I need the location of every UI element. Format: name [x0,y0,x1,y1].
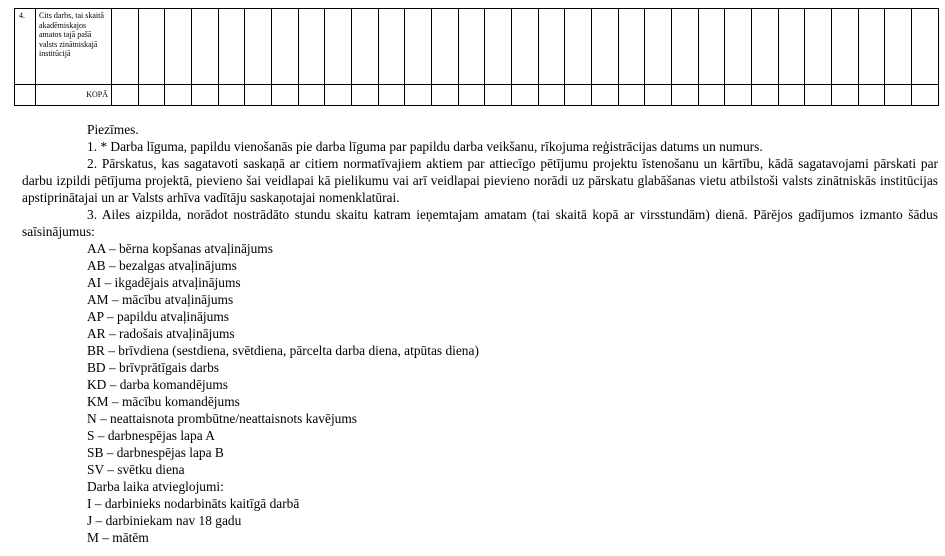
total-day-cell [832,85,859,106]
abbreviation-item: KM – mācību komandējums [87,394,240,409]
day-cell [832,9,859,85]
day-cell [245,9,272,85]
abbreviation-item: S – darbnespējas lapa A [87,428,215,443]
day-cell [432,9,459,85]
note-2: 2. Pārskatus, kas sagatavoti saskaņā ar citiem normatīvajiem aktiem par attiecīgo pētījumu projektu īstenošanu un kārtību, kādā sagatavojami pārskati par darbu izpildi pētījuma projektā, pievieno šai veidlapai kā pielikumu vai arī veidlapai pievieno norādi uz pārskatu glabāšanas vietu atbilstoši valsts zinātniskās institūcijas apstiprinātajai un ar Valsts arhīva vadītāju saskaņotajai nomenklatūrai. [22,156,938,205]
total-day-cell [538,85,565,106]
total-day-cell [672,85,699,106]
total-day-cell [645,85,672,106]
day-cell [778,9,805,85]
timesheet-table [14,8,939,106]
abbreviation-item: AP – papildu atvaļinājums [87,309,229,324]
total-day-cell [272,85,299,106]
day-cell [325,9,352,85]
day-cell [165,9,192,85]
relief-item: I – darbinieks nodarbināts kaitīgā darbā [87,496,300,511]
total-day-cell [698,85,725,106]
total-day-cell [405,85,432,106]
day-cell [272,9,299,85]
total-day-cell [805,85,832,106]
abbreviation-item: N – neattaisnota prombūtne/neattaisnots kavējums [87,411,357,426]
total-day-cell [592,85,619,106]
note-1: 1. * Darba līguma, papildu vienošanās pie darba līguma par papildu darba veikšanu, rīkojuma reģistrācijas datums un numurs. [87,139,763,154]
day-cell [138,9,165,85]
total-day-cell [565,85,592,106]
abbreviation-item: AA – bērna kopšanas atvaļinājums [87,241,273,256]
total-day-cell [858,85,885,106]
table-row-total [15,85,939,106]
day-cell [752,9,779,85]
relief-heading: Darba laika atvieglojumi: [87,479,224,494]
total-day-cell [432,85,459,106]
abbreviation-item: BD – brīvprātīgais darbs [87,360,220,375]
abbreviation-item: KD – darba komandējums [87,377,228,392]
total-day-cell [298,85,325,106]
day-cell [725,9,752,85]
total-day-cell [725,85,752,106]
table-row-other-work [15,9,939,85]
day-cell [805,9,832,85]
abbreviation-item: AR – radošais atvaļinājums [87,326,235,341]
total-day-cell [485,85,512,106]
relief-item: J – darbiniekam nav 18 gadu [87,513,242,528]
notes-heading: Piezīmes. [87,122,139,137]
day-cell [672,9,699,85]
day-cell [458,9,485,85]
total-day-cell [138,85,165,106]
relief-list [22,495,938,546]
day-cell [858,9,885,85]
total-day-cell [245,85,272,106]
day-cell [592,9,619,85]
row-label-cell: Cits darbs, tai skaitā akadēmiskajos amatos tajā pašā valsts zinātniskajā institūcijā [36,9,112,85]
day-cell [112,9,139,85]
day-cell [565,9,592,85]
day-cell [618,9,645,85]
total-day-cell [325,85,352,106]
total-day-cell [778,85,805,106]
total-label-cell: KOPĀ [36,85,112,106]
day-cell [538,9,565,85]
total-day-cell [912,85,939,106]
abbreviation-item: AM – mācību atvaļinājums [87,292,234,307]
day-cell [485,9,512,85]
total-day-cell [512,85,539,106]
day-cell [378,9,405,85]
total-day-cell [752,85,779,106]
day-cell [885,9,912,85]
day-cell [645,9,672,85]
total-day-cell [218,85,245,106]
abbreviation-item: BR – brīvdiena (sestdiena, svētdiena, pārcelta darba diena, atpūtas diena) [87,343,479,358]
total-day-cell [112,85,139,106]
row-number-cell: 4. [15,9,36,85]
abbreviation-item: SB – darbnespējas lapa B [87,445,224,460]
total-day-cell [192,85,219,106]
day-cell [218,9,245,85]
day-cell [912,9,939,85]
abbreviation-item: SV – svētku diena [87,462,185,477]
note-3: 3. Ailes aizpilda, norādot nostrādāto stundu skaitu katram ieņemtajam amatam (tai skaitā kopā ar virsstundām) dienā. Pārējos gadījumos izmanto šādus saīsinājumus: [22,207,938,239]
total-day-cell [378,85,405,106]
total-day-cell [458,85,485,106]
day-cell [512,9,539,85]
total-day-cell [618,85,645,106]
day-cell [352,9,379,85]
total-number-cell [15,85,36,106]
total-day-cell [352,85,379,106]
day-cell [405,9,432,85]
abbreviation-item: AI – ikgadējais atvaļinājums [87,275,241,290]
total-day-cell [885,85,912,106]
notes-section [22,121,938,546]
abbreviation-item: AB – bezalgas atvaļinājums [87,258,237,273]
relief-item: M – mātēm [87,530,149,545]
total-day-cell [165,85,192,106]
day-cell [698,9,725,85]
day-cell [192,9,219,85]
day-cell [298,9,325,85]
abbreviation-list [22,240,938,478]
